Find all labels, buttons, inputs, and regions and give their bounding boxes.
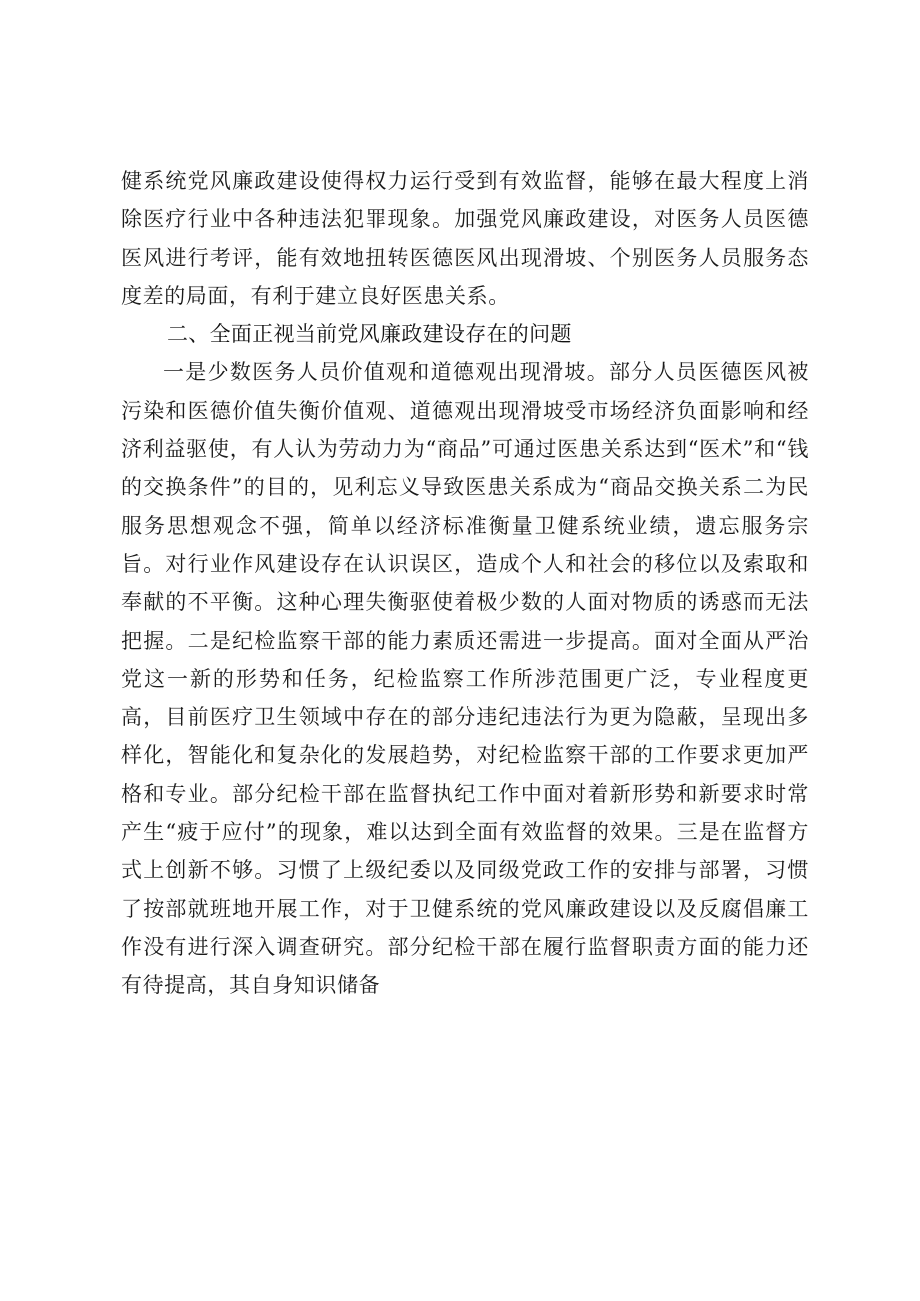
paragraph-problems: 一是少数医务人员价值观和道德观出现滑坡。部分人员医德医风被污染和医德价值失衡价值观、道德观出现滑坡受市场经济负面影响和经济利益驱使，有人认为劳动力为“商品”可通过医患关系达到“医术”和“钱的交换条件”的目的，见利忘义导致医患关系成为“商品交换关系二为民服务思想观念不强，简单以经济标准衡量卫健系统业绩，遗忘服务宗旨。对行业作风建设存在认识误区，造成个人和社会的移位以及索取和奉献的不平衡。这种心理失衡驱使着极少数的人面对物质的诱惑而无法把握。二是纪检监察干部的能力素质还需进一步提高。面对全面从严治党这一新的形势和任务，纪检监察工作所涉范围更广泛，专业程度更高，目前医疗卫生领域中存在的部分违纪违法行为更为隐蔽，呈现出多样化，智能化和复杂化的发展趋势，对纪检监察干部的工作要求更加严格和专业。部分纪检干部在监督执纪工作中面对着新形势和新要求时常产生“疲于应付”的现象，难以达到全面有效监督的效果。三是在监督方式上创新不够。习惯了上级纪委以及同级党政工作的安排与部署，习惯了按部就班地开展工作，对于卫健系统的党风廉政建设以及反腐倡廉工作没有进行深入调查研究。部分纪检干部在履行监督职责方面的能力还有待提高，其自身知识储备 bbox=[121, 360, 809, 998]
document-body bbox=[121, 162, 809, 1005]
section-heading: 二、全面正视当前党风廉政建设存在的问题 bbox=[167, 322, 572, 347]
paragraph-continuation: 健系统党风廉政建设使得权力运行受到有效监督，能够在最大程度上消除医疗行业中各种违法犯罪现象。加强党风廉政建设，对医务人员医德医风进行考评，能有效地扭转医德医风出现滑坡、个别医务人员服务态度差的局面，有利于建立良好医患关系。 bbox=[121, 169, 809, 308]
